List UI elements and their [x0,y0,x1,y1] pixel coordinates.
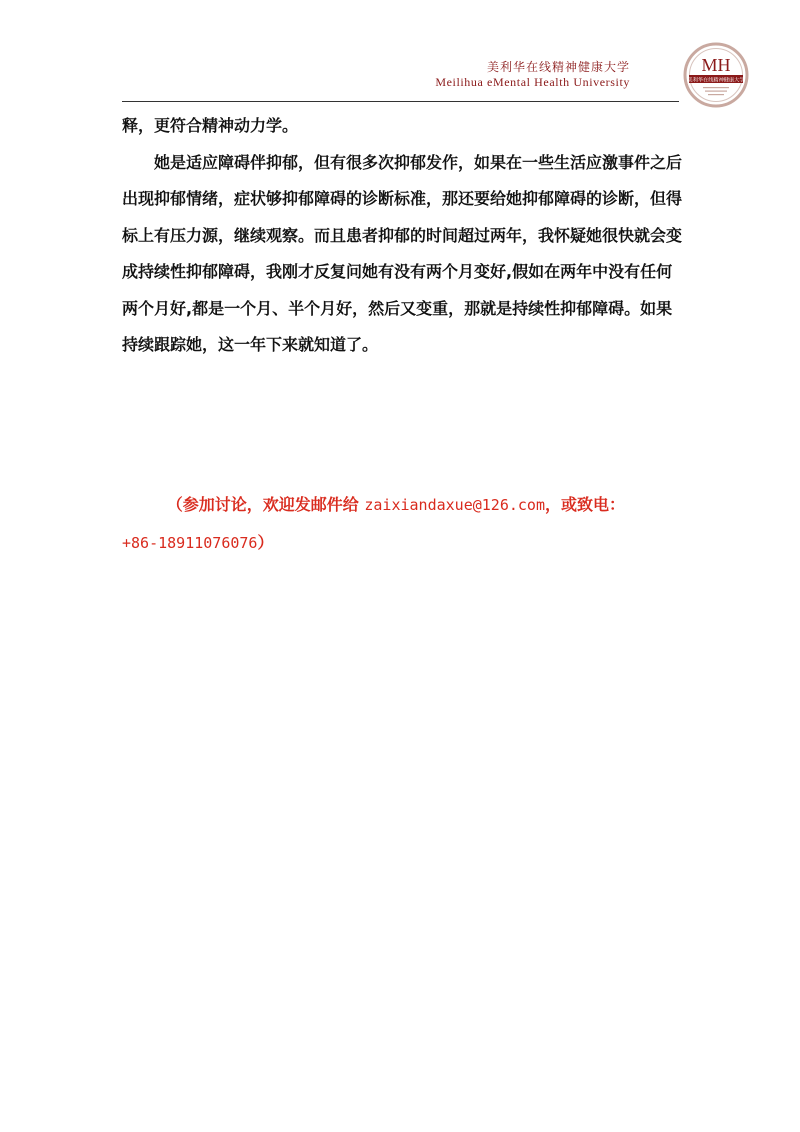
contact-line-1 [122,486,682,524]
contact-prefix: （参加讨论，欢迎发邮件给 [166,495,365,514]
contact-note [122,486,682,562]
body-text [122,108,682,364]
contact-suffix: ） [257,533,274,552]
paragraph-continuation: 释，更符合精神动力学。 [122,116,299,135]
logo-band-text: 美利华在线精神健康大学 [687,77,745,84]
university-seal-icon [683,42,749,108]
contact-line-2 [122,524,682,562]
header-divider [122,101,679,102]
university-name-cn: 美利华在线精神健康大学 [486,60,630,74]
paragraph-main: 她是适应障碍伴抑郁，但有很多次抑郁发作，如果在一些生活应激事件之后出现抑郁情绪，症状够抑郁障碍的诊断标准，那还要给她抑郁障碍的诊断，但得标上有压力源，继续观察。而且患者抑郁的时间超过两年，我怀疑她很快就会变成持续性抑郁障碍，我刚才反复问她有没有两个月变好,假如在两年中没有任何两个月好,都是一个月、半个月好，然后又变重，那就是持续性抑郁障碍。如果持续跟踪她，这一年下来就知道了。 [122,152,683,354]
logo-monogram: MH [701,55,731,75]
university-name-en: Meilihua eMental Health University [435,75,630,89]
contact-middle: ，或致电： [545,495,626,514]
contact-email-link[interactable]: zaixiandaxue@126.com [364,496,545,514]
contact-phone: +86-18911076076 [122,534,258,552]
